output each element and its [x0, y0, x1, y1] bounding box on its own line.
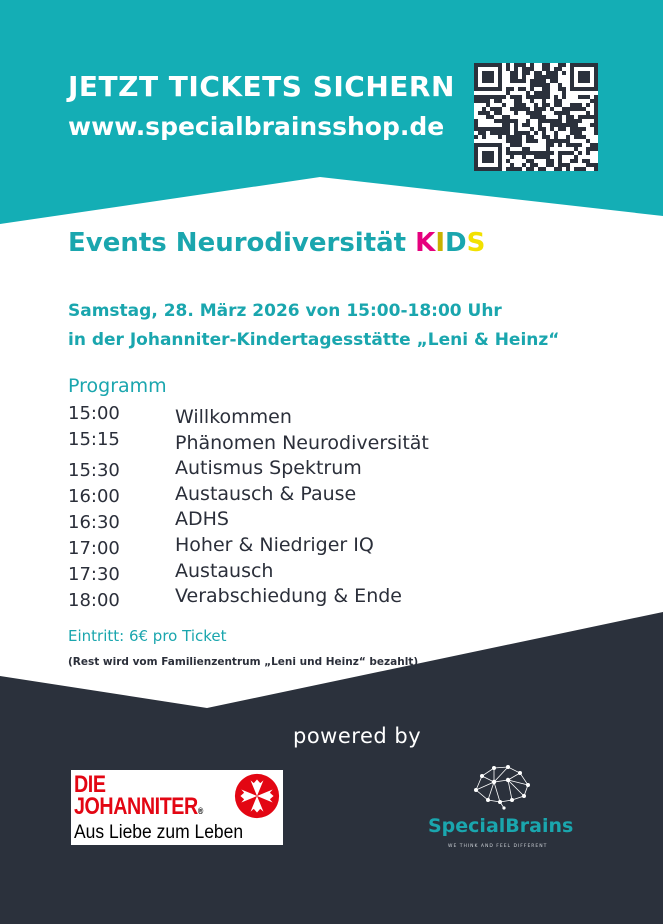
- kids-letter-s: S: [466, 228, 486, 258]
- program-item: Austausch & Pause: [175, 483, 357, 505]
- program-row: [68, 585, 588, 616]
- program-item: Phänomen Neurodiversität: [175, 432, 429, 454]
- qr-code-icon[interactable]: [474, 63, 598, 171]
- johanniter-logo: [71, 770, 283, 845]
- tickets-headline: JETZT TICKETS SICHERN: [68, 70, 455, 103]
- program-time: 15:00: [68, 403, 120, 424]
- johanniter-logo-line1: DIE: [74, 771, 106, 798]
- specialbrains-name: SpecialBrains: [428, 815, 574, 837]
- program-row: [68, 534, 588, 564]
- powered-by-label: powered by: [293, 724, 422, 748]
- kids-letter-d: D: [445, 228, 467, 258]
- program-row: [68, 483, 588, 512]
- program-row: [68, 429, 588, 455]
- event-date: Samstag, 28. März 2026 von 15:00-18:00 Uhr: [68, 301, 502, 321]
- price-note: (Rest wird vom Familienzentrum „Leni und Heinz“ bezahlt): [68, 656, 419, 668]
- maltese-cross-icon: [234, 773, 280, 819]
- kids-letter-k: K: [415, 228, 436, 258]
- program-time: 16:30: [68, 512, 120, 533]
- program-item: Hoher & Niedriger IQ: [175, 534, 374, 556]
- program-item: Austausch: [175, 560, 274, 582]
- event-title: [68, 228, 485, 258]
- program-item: Willkommen: [175, 406, 292, 428]
- program-time: 15:30: [68, 460, 120, 481]
- program-row: [68, 403, 588, 429]
- program-time: 17:30: [68, 564, 120, 585]
- registered-mark: ®: [197, 806, 203, 816]
- brain-network-icon: [468, 760, 534, 810]
- program-time: 18:00: [68, 590, 120, 611]
- event-venue: in der Johanniter-Kindertagesstätte „Leni & Heinz“: [68, 330, 560, 350]
- entry-price: Eintritt: 6€ pro Ticket: [68, 627, 227, 645]
- program-time: 16:00: [68, 486, 120, 507]
- johanniter-logo-line2: [74, 793, 203, 821]
- program-heading: Programm: [68, 375, 167, 397]
- specialbrains-tagline: WE THINK AND FEEL DIFFERENT: [448, 844, 548, 849]
- event-title-text: Events Neurodiversität: [68, 228, 416, 258]
- program-item: Autismus Spektrum: [175, 457, 362, 479]
- program-item: Verabschiedung & Ende: [175, 585, 402, 607]
- kids-letter-i: I: [435, 228, 446, 258]
- shop-url[interactable]: www.specialbrainsshop.de: [68, 112, 445, 141]
- specialbrains-logo: [424, 760, 584, 855]
- program-time: 17:00: [68, 538, 120, 559]
- johanniter-name: JOHANNITER: [74, 793, 198, 820]
- program-item: ADHS: [175, 508, 229, 530]
- program-time: 15:15: [68, 429, 120, 450]
- johanniter-slogan: Aus Liebe zum Leben: [74, 822, 244, 843]
